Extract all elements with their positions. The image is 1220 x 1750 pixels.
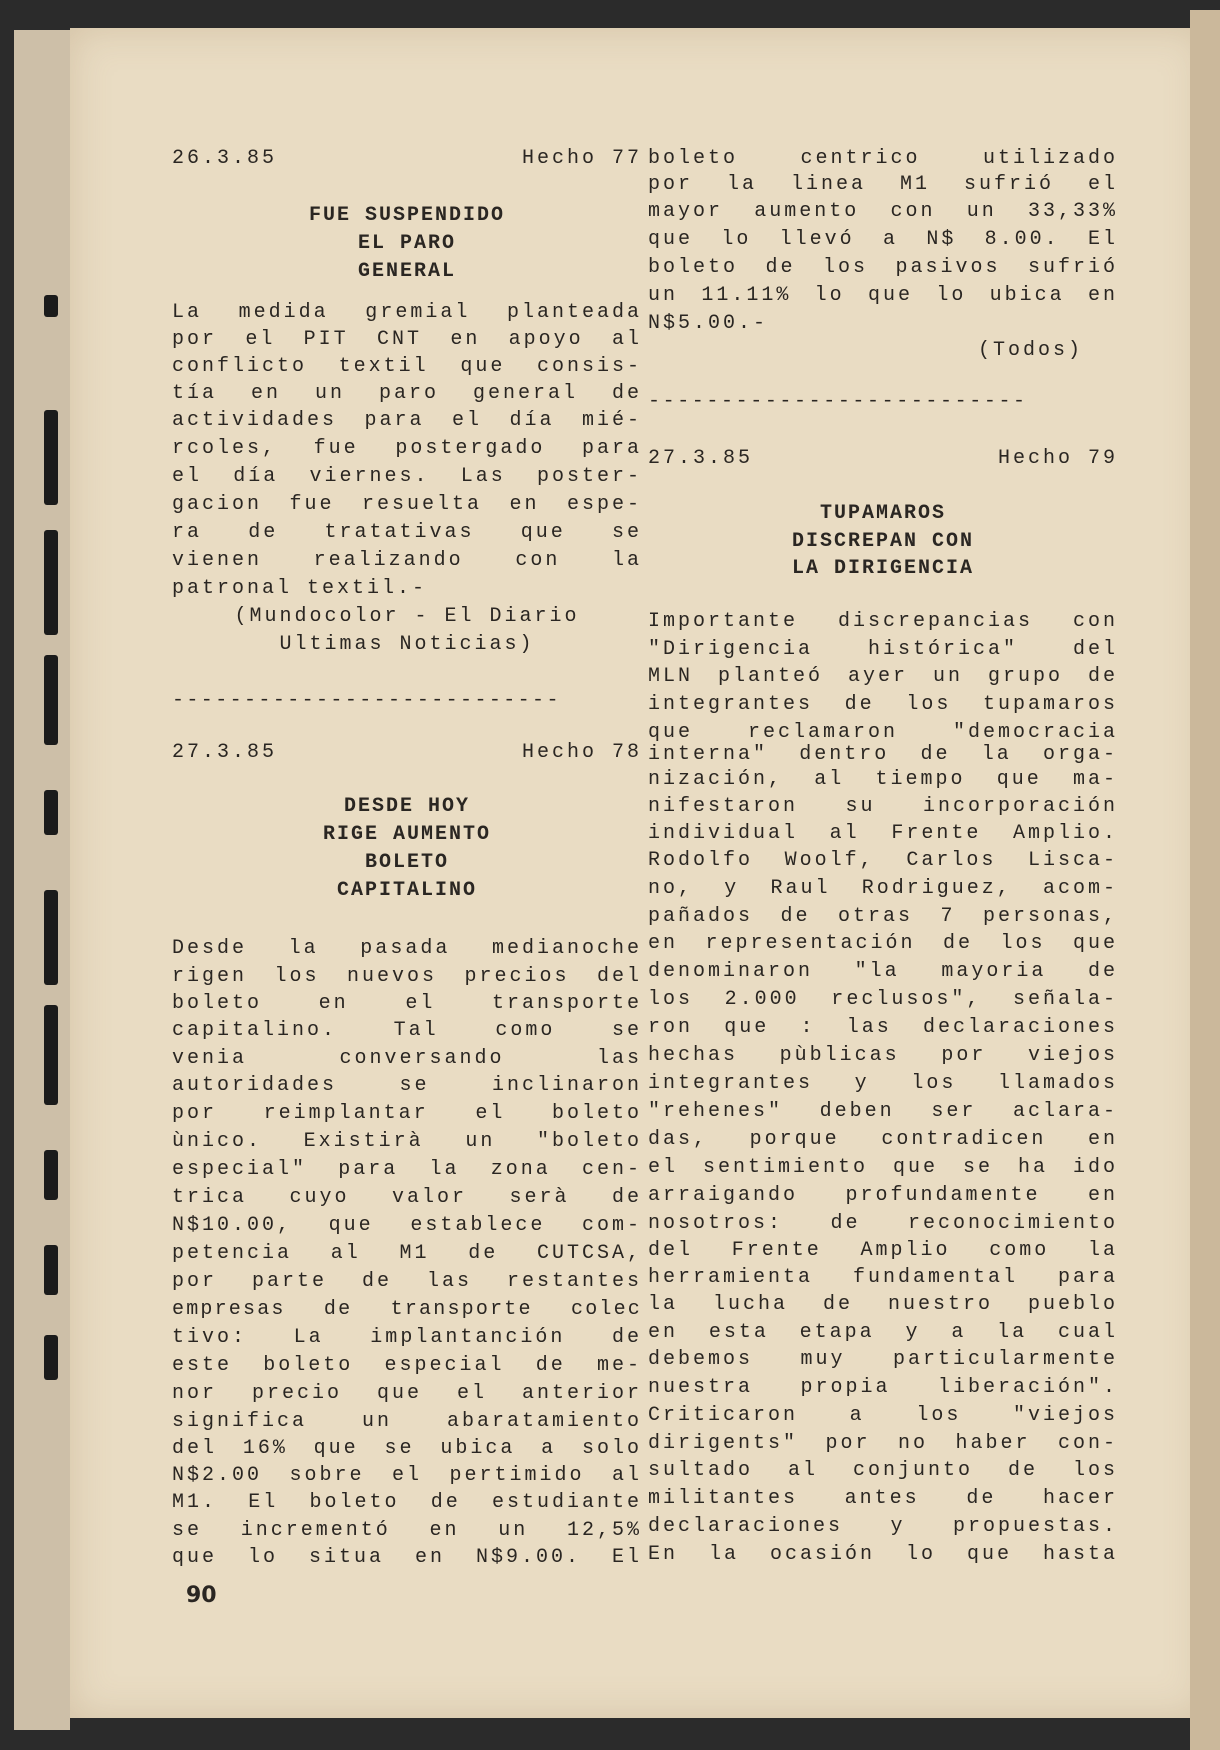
body-line: La medida gremial planteada (172, 301, 642, 324)
body-line: especial" para la zona cen- (172, 1158, 642, 1181)
body-line: "Dirigencia histórica" del (648, 638, 1118, 661)
body-line: ra de tratativas que se (172, 521, 642, 544)
headline-line: EL PARO (357, 232, 456, 255)
headline-line: FUE SUSPENDIDO (308, 204, 506, 227)
body-line: actividades para el día mié- (172, 409, 642, 432)
item-number: Hecho 79 (997, 447, 1118, 470)
binding-hole (44, 410, 58, 505)
body-line: herramienta fundamental para (648, 1266, 1118, 1289)
headline-line: GENERAL (357, 260, 456, 283)
body-line: rcoles, fue postergado para (172, 437, 642, 460)
body-line: N$10.00, que establece com- (172, 1214, 642, 1237)
body-line: el día viernes. Las poster- (172, 465, 642, 488)
binding-hole (44, 790, 58, 835)
body-line: conflicto textil que consis- (172, 355, 642, 378)
body-line: significa un abaratamiento (172, 1410, 642, 1433)
body-line: Criticaron a los "viejos (648, 1404, 1118, 1427)
body-line: en representación de los que (648, 932, 1118, 955)
item-dateline (172, 147, 642, 171)
body-line: boleto de los pasivos sufrió (648, 256, 1118, 279)
body-line: individual al Frente Amplio. (648, 822, 1118, 845)
body-line: este boleto especial de me- (172, 1354, 642, 1377)
body-line: nización, al tiempo que ma- (648, 768, 1118, 791)
body-line: integrantes y los llamados (648, 1072, 1118, 1095)
body-line: nosotros: de reconocimiento (648, 1212, 1118, 1235)
item-date: 26.3.85 (172, 147, 278, 170)
body-line: en esta etapa y a la cual (648, 1321, 1118, 1344)
body-line: capitalino. Tal como se (172, 1019, 642, 1042)
body-line: del 16% que se ubica a solo (172, 1437, 642, 1460)
body-line: autoridades se inclinaron (172, 1074, 642, 1097)
body-line: que lo llevó a N$ 8.00. El (648, 228, 1118, 251)
body-line: empresas de transporte colec (172, 1298, 642, 1321)
body-line: tía en un paro general de (172, 382, 642, 405)
headline-line: TUPAMAROS (819, 502, 947, 525)
headline-line: BOLETO (364, 851, 449, 874)
body-line: la lucha de nuestro pueblo (648, 1293, 1118, 1316)
body-line: ron que : las declaraciones (648, 1016, 1118, 1039)
binding-hole (44, 655, 58, 745)
binding-hole (44, 530, 58, 635)
item-dateline (648, 447, 1118, 471)
body-line: nor precio que el anterior (172, 1382, 642, 1405)
body-line: del Frente Amplio como la (648, 1239, 1118, 1262)
body-line: por la linea M1 sufrió el (648, 173, 1118, 196)
binding-hole (44, 890, 58, 985)
body-line: tivo: La implantanción de (172, 1326, 642, 1349)
page-number: 90 (186, 1583, 217, 1608)
body-line: dirigents" por no haber con- (648, 1432, 1118, 1455)
source-line: Ultimas Noticias) (279, 633, 535, 656)
page-edge (1190, 10, 1220, 1750)
binding-hole (44, 1335, 58, 1380)
body-line: venia conversando las (172, 1047, 642, 1070)
headline-line: RIGE AUMENTO (322, 823, 492, 846)
headline-line: LA DIRIGENCIA (791, 557, 975, 580)
body-line: das, porque contradicen en (648, 1128, 1118, 1151)
body-line: por parte de las restantes (172, 1270, 642, 1293)
body-line: debemos muy particularmente (648, 1348, 1118, 1371)
body-line: se incrementó en un 12,5% (172, 1519, 642, 1542)
body-line: patronal textil.- (172, 577, 428, 600)
body-line: boleto en el transporte (172, 992, 642, 1015)
body-line: trica cuyo valor serà de (172, 1186, 642, 1209)
body-line: que reclamaron "democracia (648, 721, 1118, 744)
body-line: boleto centrico utilizado (648, 147, 1118, 170)
binding-hole (44, 1005, 58, 1105)
body-line: ùnico. Existirà un "boleto (172, 1130, 642, 1153)
body-line: nifestaron su incorporación (648, 795, 1118, 818)
body-line: por el PIT CNT en apoyo al (172, 328, 642, 351)
body-line: integrantes de los tupamaros (648, 693, 1118, 716)
item-number: Hecho 77 (521, 147, 642, 170)
body-line: sultado al conjunto de los (648, 1459, 1118, 1482)
body-line: militantes antes de hacer (648, 1487, 1118, 1510)
body-line: nuestra propia liberación". (648, 1376, 1118, 1399)
binding-hole (44, 1245, 58, 1295)
source-line: (Mundocolor - El Diario (234, 605, 580, 628)
body-line: interna" dentro de la orga- (648, 743, 1118, 766)
item-number: Hecho 78 (521, 741, 642, 764)
source-line: (Todos) (978, 339, 1084, 362)
body-line: por reimplantar el boleto (172, 1102, 642, 1125)
body-line: "rehenes" deben ser aclara- (648, 1100, 1118, 1123)
body-line: los 2.000 reclusos", señala- (648, 988, 1118, 1011)
body-line: N$2.00 sobre el pertimido al (172, 1464, 642, 1487)
binding-hole (44, 1150, 58, 1200)
body-line: En la ocasión lo que hasta (648, 1543, 1118, 1566)
body-line: el sentimiento que se ha ido (648, 1156, 1118, 1179)
body-line: que lo situa en N$9.00. El (172, 1546, 642, 1569)
body-line: MLN planteó ayer un grupo de (648, 665, 1118, 688)
body-line: M1. El boleto de estudiante (172, 1491, 642, 1514)
binding-hole (44, 295, 58, 317)
body-line: rigen los nuevos precios del (172, 965, 642, 988)
body-line: denominaron "la mayoria de (648, 960, 1118, 983)
body-line: pañados de otras 7 personas, (648, 905, 1118, 928)
body-line: declaraciones y propuestas. (648, 1515, 1118, 1538)
headline-line: DISCREPAN CON (791, 530, 975, 553)
body-line: vienen realizando con la (172, 549, 642, 572)
body-line: hechas pùblicas por viejos (648, 1044, 1118, 1067)
body-line: mayor aumento con un 33,33% (648, 200, 1118, 223)
body-line: no, y Raul Rodriguez, acom- (648, 877, 1118, 900)
headline-line: CAPITALINO (336, 879, 478, 902)
body-line: gacion fue resuelta en espe- (172, 493, 642, 516)
item-date: 27.3.85 (172, 741, 278, 764)
body-line: N$5.00.- (648, 312, 769, 335)
binding-strip (14, 30, 70, 1730)
separator: -------------------------- (648, 390, 1028, 413)
separator: --------------------------- (172, 689, 561, 712)
headline-line: DESDE HOY (343, 795, 471, 818)
body-line: petencia al M1 de CUTCSA, (172, 1242, 642, 1265)
item-date: 27.3.85 (648, 447, 754, 470)
body-line: un 11.11% lo que lo ubica en (648, 284, 1118, 307)
body-line: Importante discrepancias con (648, 610, 1118, 633)
item-dateline (172, 741, 642, 765)
body-line: arraigando profundamente en (648, 1184, 1118, 1207)
body-line: Desde la pasada medianoche (172, 937, 642, 960)
body-line: Rodolfo Woolf, Carlos Lisca- (648, 849, 1118, 872)
